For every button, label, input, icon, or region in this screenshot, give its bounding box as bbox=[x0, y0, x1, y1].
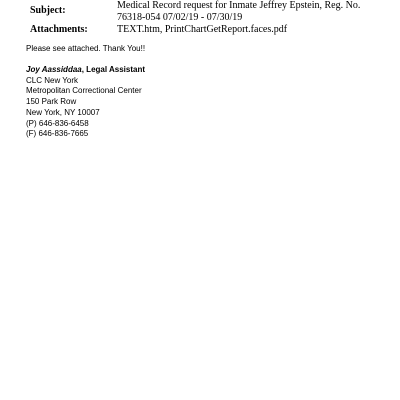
attachments-value[interactable]: TEXT.htm, PrintChartGetReport.faces.pdf bbox=[117, 24, 288, 35]
signature-name-line bbox=[26, 65, 145, 76]
signature-facility: Metropolitan Correctional Center bbox=[26, 86, 142, 96]
signature-street: 150 Park Row bbox=[26, 97, 77, 107]
signature-organization: CLC New York bbox=[26, 75, 79, 85]
signature-city: New York, NY 10007 bbox=[26, 107, 100, 117]
attachments-label: Attachments: bbox=[30, 24, 88, 35]
email-header bbox=[30, 0, 370, 36]
signature-phone: (P) 646-836-6458 bbox=[26, 118, 89, 128]
signature-name: Joy Aassiddaa bbox=[26, 65, 82, 74]
subject-label: Subject: bbox=[30, 5, 66, 16]
signature-fax: (F) 646-836-7665 bbox=[26, 129, 89, 139]
message-body: Please see attached. Thank You!! bbox=[26, 44, 146, 53]
signature-title: , Legal Assistant bbox=[81, 65, 146, 74]
email-signature bbox=[26, 65, 145, 140]
subject-row bbox=[30, 0, 370, 23]
attachments-row bbox=[30, 24, 370, 36]
subject-value: Medical Record request for Inmate Jeffrey Epstein, Reg. No. 76318-054 07/02/19 - 07/30/19 bbox=[117, 0, 361, 23]
